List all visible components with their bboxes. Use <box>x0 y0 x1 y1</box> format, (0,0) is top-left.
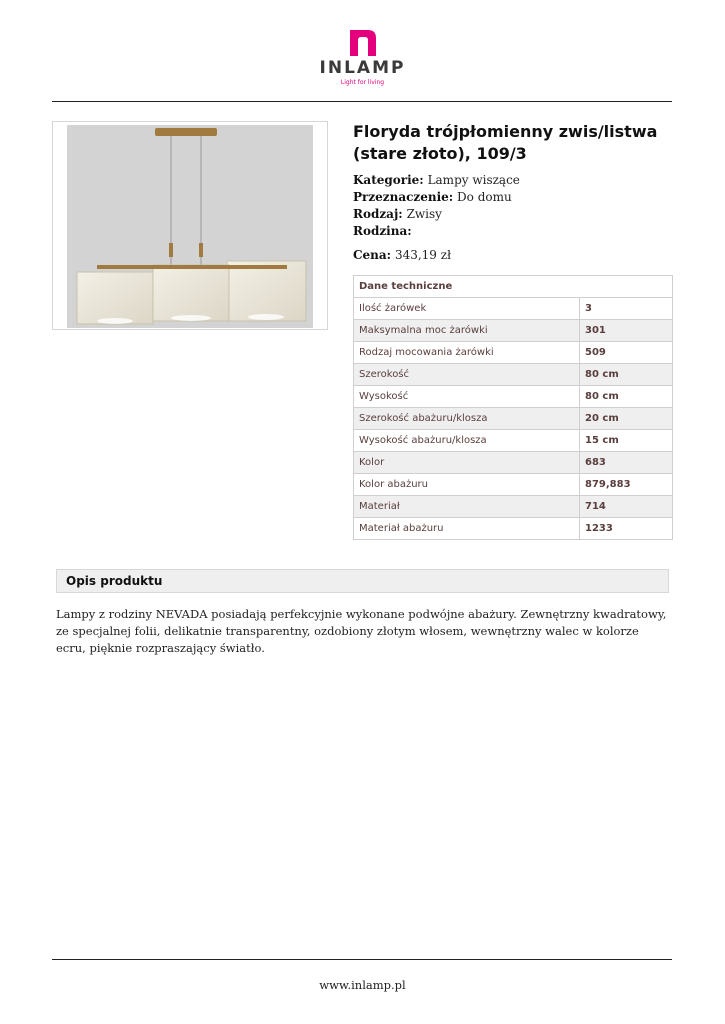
spec-value: 879,883 <box>580 474 673 496</box>
table-row <box>354 386 673 408</box>
spec-table-title: Dane techniczne <box>354 276 673 298</box>
table-row <box>354 364 673 386</box>
footer-divider <box>52 959 672 960</box>
meta-label: Przeznaczenie: <box>353 190 454 204</box>
spec-label: Rodzaj mocowania żarówki <box>354 342 580 364</box>
spec-table <box>353 275 673 540</box>
spec-label: Materiał <box>354 496 580 518</box>
brand-name: INLAMP <box>319 58 406 78</box>
meta-label: Rodzina: <box>353 224 412 238</box>
meta-label: Kategorie: <box>353 173 424 187</box>
table-row <box>354 518 673 540</box>
spec-label: Kolor <box>354 452 580 474</box>
meta-value: Do domu <box>457 190 512 204</box>
spec-value: 301 <box>580 320 673 342</box>
table-row <box>354 452 673 474</box>
meta-purpose <box>353 189 512 206</box>
footer-url[interactable]: www.inlamp.pl <box>319 978 406 992</box>
brand-tagline: Light for living <box>340 79 385 86</box>
spec-value: 80 cm <box>580 386 673 408</box>
meta-value: Zwisy <box>406 207 442 221</box>
spec-value: 80 cm <box>580 364 673 386</box>
description-text: Lampy z rodziny NEVADA posiadają perfekcyjnie wykonane podwójne abażury. Zewnętrzny kwadratowy, ze specjalnej folii, delikatnie transparentny, ozdobiony złotym włosem, wewnętrzny walec w kolorze ecru, pięknie rozpraszający światło. <box>56 607 667 655</box>
price-label: Cena: <box>353 248 392 262</box>
meta-type <box>353 206 442 223</box>
table-row <box>354 474 673 496</box>
table-row <box>354 430 673 452</box>
price-value: 343,19 zł <box>394 248 451 262</box>
meta-value: Lampy wiszące <box>427 173 520 187</box>
meta-label: Rodzaj: <box>353 207 403 221</box>
spec-label: Ilość żarówek <box>354 298 580 320</box>
header-divider <box>52 101 672 102</box>
meta-category <box>353 172 520 189</box>
product-price <box>353 247 451 264</box>
table-row <box>354 408 673 430</box>
spec-value: 1233 <box>580 518 673 540</box>
spec-label: Szerokość <box>354 364 580 386</box>
table-row <box>354 496 673 518</box>
spec-label: Kolor abażuru <box>354 474 580 496</box>
spec-label: Materiał abażuru <box>354 518 580 540</box>
spec-value: 683 <box>580 452 673 474</box>
spec-label: Szerokość abażuru/klosza <box>354 408 580 430</box>
inlamp-logo-icon <box>346 28 380 56</box>
spec-value: 15 cm <box>580 430 673 452</box>
brand-logo <box>0 28 725 86</box>
spec-label: Wysokość abażuru/klosza <box>354 430 580 452</box>
table-row <box>354 320 673 342</box>
product-image-frame <box>52 121 328 330</box>
description-heading: Opis produktu <box>56 569 669 593</box>
spec-label: Maksymalna moc żarówki <box>354 320 580 342</box>
pendant-lamp-photo <box>67 125 313 328</box>
spec-value: 509 <box>580 342 673 364</box>
spec-table-header <box>354 276 673 298</box>
meta-family <box>353 223 412 240</box>
spec-value: 3 <box>580 298 673 320</box>
spec-value: 714 <box>580 496 673 518</box>
table-row <box>354 342 673 364</box>
table-row <box>354 298 673 320</box>
spec-label: Wysokość <box>354 386 580 408</box>
product-title: Floryda trójpłomienny zwis/listwa (stare złoto), 109/3 <box>353 122 658 163</box>
spec-value: 20 cm <box>580 408 673 430</box>
